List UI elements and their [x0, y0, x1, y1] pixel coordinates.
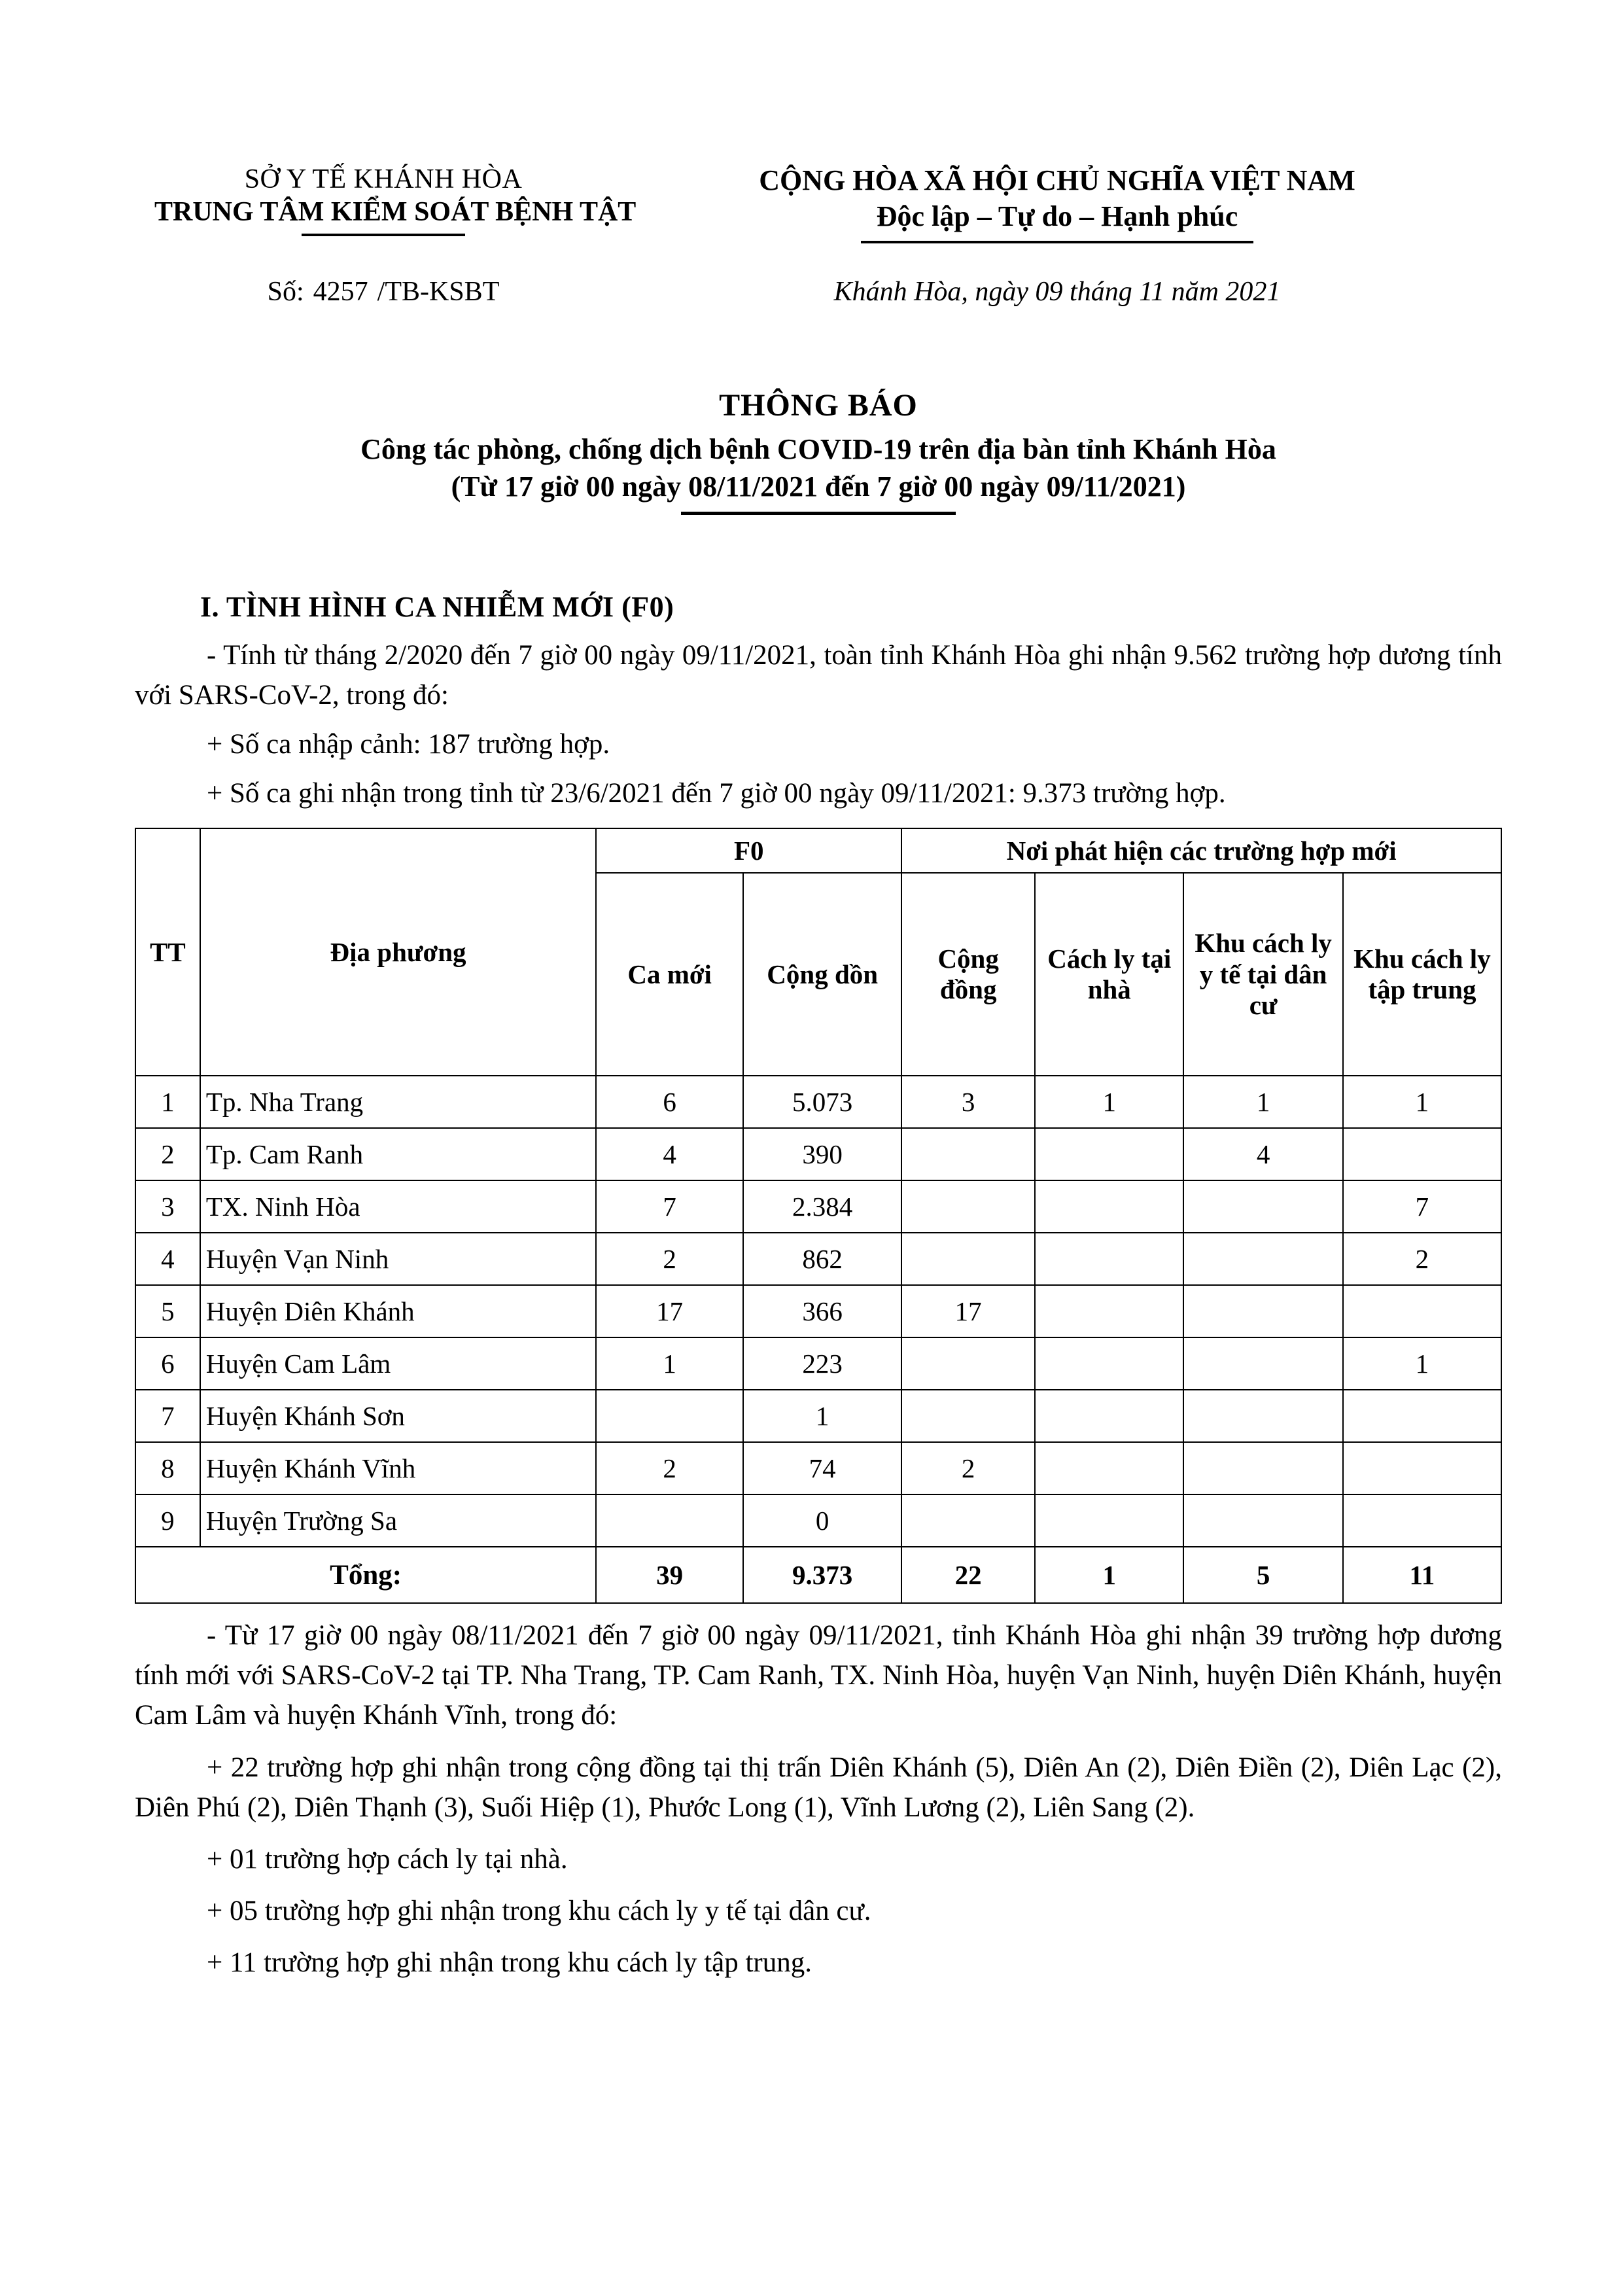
row-residential-medical: [1183, 1442, 1342, 1494]
row-concentrated: [1343, 1285, 1501, 1337]
paragraph-total-cases: - Tính từ tháng 2/2020 đến 7 giờ 00 ngày 09/11/2021, toàn tỉnh Khánh Hòa ghi nhận 9.562 trường hợp dương tính với SARS-CoV-2, trong đó:: [135, 640, 1502, 711]
row-index: 5: [135, 1285, 200, 1337]
row-community: 17: [901, 1285, 1035, 1337]
row-locality: Huyện Cam Lâm: [200, 1337, 596, 1390]
row-cumulative: 223: [743, 1337, 901, 1390]
row-locality: Huyện Trường Sa: [200, 1494, 596, 1547]
national-motto: Độc lập – Tự do – Hạnh phúc: [876, 200, 1238, 232]
row-cumulative: 5.073: [743, 1076, 901, 1128]
country-name: CỘNG HÒA XÃ HỘI CHỦ NGHĨA VIỆT NAM: [759, 164, 1355, 196]
paragraph-entry-cases: + Số ca nhập cảnh: 187 trường hợp.: [207, 729, 610, 760]
row-cumulative: 2.384: [743, 1180, 901, 1233]
column-header-tt: TT: [135, 828, 200, 1076]
row-new-cases: [596, 1390, 743, 1442]
row-community: [901, 1128, 1035, 1180]
issuing-organization: [135, 164, 637, 236]
row-concentrated: [1343, 1128, 1501, 1180]
row-residential-medical: [1183, 1180, 1342, 1233]
column-group-header-f0: F0: [596, 828, 901, 873]
total-community: 22: [901, 1547, 1035, 1603]
bullet-community-cases: + 22 trường hợp ghi nhận trong cộng đồng tại thị trấn Diên Khánh (5), Diên An (2), Diên Điền (2), Diên Lạc (2), Diên Phú (2), Diên Thạnh (3), Suối Hiệp (1), Phước Long (1), Vĩnh Lương (2), Liên Sang (2).: [135, 1752, 1502, 1823]
row-community: [901, 1233, 1035, 1285]
row-locality: Tp. Nha Trang: [200, 1076, 596, 1128]
row-home-quarantine: [1035, 1233, 1183, 1285]
row-index: 7: [135, 1390, 200, 1442]
row-concentrated: [1343, 1442, 1501, 1494]
total-cumulative: 9.373: [743, 1547, 901, 1603]
row-cumulative: 0: [743, 1494, 901, 1547]
row-concentrated: 7: [1343, 1180, 1501, 1233]
row-locality: Tp. Cam Ranh: [200, 1128, 596, 1180]
row-community: [901, 1337, 1035, 1390]
row-concentrated: [1343, 1494, 1501, 1547]
column-group-header-detection-place: Nơi phát hiện các trường hợp mới: [901, 828, 1501, 873]
document-number-value: 4257: [313, 276, 368, 307]
national-heading-divider: [861, 241, 1253, 243]
document-header: [135, 164, 1502, 243]
row-community: 3: [901, 1076, 1035, 1128]
row-residential-medical: [1183, 1494, 1342, 1547]
national-heading: [612, 164, 1502, 243]
table-header-group-row: [135, 828, 1501, 873]
row-community: [901, 1180, 1035, 1233]
total-home-quarantine: 1: [1035, 1547, 1183, 1603]
row-locality: TX. Ninh Hòa: [200, 1180, 596, 1233]
row-residential-medical: [1183, 1285, 1342, 1337]
row-cumulative: 74: [743, 1442, 901, 1494]
document-number-row: [135, 276, 1502, 308]
table-row: [135, 1390, 1501, 1442]
table-row: [135, 1233, 1501, 1285]
row-new-cases: 6: [596, 1076, 743, 1128]
row-community: [901, 1390, 1035, 1442]
row-new-cases: 7: [596, 1180, 743, 1233]
row-index: 8: [135, 1442, 200, 1494]
row-concentrated: [1343, 1390, 1501, 1442]
title-divider: [681, 512, 956, 515]
bullet-home-quarantine-cases: + 01 trường hợp cách ly tại nhà.: [207, 1843, 568, 1875]
center-name: TRUNG TÂM KIỂM SOÁT BỆNH TẬT: [154, 196, 637, 227]
bullet-concentrated-quarantine-cases: + 11 trường hợp ghi nhận trong khu cách ly tập trung.: [207, 1947, 812, 1978]
row-new-cases: 2: [596, 1442, 743, 1494]
row-new-cases: 1: [596, 1337, 743, 1390]
row-home-quarantine: [1035, 1128, 1183, 1180]
document-number-prefix: Số:: [267, 276, 304, 307]
table-row: [135, 1180, 1501, 1233]
row-community: [901, 1494, 1035, 1547]
table-row: [135, 1076, 1501, 1128]
row-new-cases: 17: [596, 1285, 743, 1337]
row-concentrated: 1: [1343, 1076, 1501, 1128]
column-header-locality: Địa phương: [200, 828, 596, 1076]
table-total-row: [135, 1547, 1501, 1603]
table-footer: [135, 1547, 1501, 1603]
row-home-quarantine: [1035, 1180, 1183, 1233]
title-block: [135, 386, 1502, 515]
row-cumulative: 366: [743, 1285, 901, 1337]
row-home-quarantine: [1035, 1494, 1183, 1547]
row-home-quarantine: [1035, 1285, 1183, 1337]
row-index: 4: [135, 1233, 200, 1285]
row-new-cases: 4: [596, 1128, 743, 1180]
table-row: [135, 1285, 1501, 1337]
row-home-quarantine: 1: [1035, 1076, 1183, 1128]
row-residential-medical: 1: [1183, 1076, 1342, 1128]
row-new-cases: [596, 1494, 743, 1547]
department-name: SỞ Y TẾ KHÁNH HÒA: [244, 164, 523, 194]
total-label: Tổng:: [135, 1547, 596, 1603]
document-number-suffix: /TB-KSBT: [377, 276, 500, 307]
document-number: [135, 276, 612, 308]
row-residential-medical: [1183, 1390, 1342, 1442]
row-index: 2: [135, 1128, 200, 1180]
page-title: THÔNG BÁO: [719, 387, 918, 423]
row-index: 3: [135, 1180, 200, 1233]
row-residential-medical: [1183, 1337, 1342, 1390]
row-index: 1: [135, 1076, 200, 1128]
row-locality: Huyện Khánh Sơn: [200, 1390, 596, 1442]
column-header-concentrated-quarantine: Khu cách ly tập trung: [1343, 873, 1501, 1076]
covid-cases-table: [135, 828, 1502, 1604]
paragraph-in-province-cases: + Số ca ghi nhận trong tỉnh từ 23/6/2021 đến 7 giờ 00 ngày 09/11/2021: 9.373 trường hợp.: [207, 778, 1226, 809]
column-header-home-quarantine: Cách ly tại nhà: [1035, 873, 1183, 1076]
total-new-cases: 39: [596, 1547, 743, 1603]
place-and-date: Khánh Hòa, ngày 09 tháng 11 năm 2021: [833, 276, 1281, 307]
bullet-residential-medical-cases: + 05 trường hợp ghi nhận trong khu cách ly y tế tại dân cư.: [207, 1895, 871, 1926]
row-cumulative: 1: [743, 1390, 901, 1442]
row-residential-medical: [1183, 1233, 1342, 1285]
row-residential-medical: 4: [1183, 1128, 1342, 1180]
row-index: 9: [135, 1494, 200, 1547]
row-new-cases: 2: [596, 1233, 743, 1285]
row-locality: Huyện Vạn Ninh: [200, 1233, 596, 1285]
section-heading-1: I. TÌNH HÌNH CA NHIỄM MỚI (F0): [200, 591, 674, 624]
column-header-cumulative: Cộng dồn: [743, 873, 901, 1076]
table-row: [135, 1128, 1501, 1180]
document-content: [135, 0, 1502, 1983]
row-locality: Huyện Khánh Vĩnh: [200, 1442, 596, 1494]
title-subtitle-line1: Công tác phòng, chống dịch bệnh COVID-19 trên địa bàn tỉnh Khánh Hòa: [360, 433, 1276, 465]
row-home-quarantine: [1035, 1390, 1183, 1442]
table-row: [135, 1337, 1501, 1390]
row-cumulative: 862: [743, 1233, 901, 1285]
title-subtitle-line2: (Từ 17 giờ 00 ngày 08/11/2021 đến 7 giờ 00 ngày 09/11/2021): [451, 470, 1186, 503]
row-index: 6: [135, 1337, 200, 1390]
paragraph-new-cases-summary: - Từ 17 giờ 00 ngày 08/11/2021 đến 7 giờ 00 ngày 09/11/2021, tỉnh Khánh Hòa ghi nhận 39 trường hợp dương tính mới với SARS-CoV-2 tại TP. Nha Trang, TP. Cam Ranh, TX. Ninh Hòa, huyện Vạn Ninh, huyện Diên Khánh, huyện Cam Lâm và huyện Khánh Vĩnh, trong đó:: [135, 1620, 1502, 1731]
total-concentrated: 11: [1343, 1547, 1501, 1603]
row-home-quarantine: [1035, 1442, 1183, 1494]
total-residential-medical: 5: [1183, 1547, 1342, 1603]
table-row: [135, 1494, 1501, 1547]
row-cumulative: 390: [743, 1128, 901, 1180]
table-body: [135, 1076, 1501, 1547]
row-home-quarantine: [1035, 1337, 1183, 1390]
organization-divider: [302, 234, 465, 236]
table-row: [135, 1442, 1501, 1494]
row-locality: Huyện Diên Khánh: [200, 1285, 596, 1337]
row-concentrated: 2: [1343, 1233, 1501, 1285]
column-header-new-cases: Ca mới: [596, 873, 743, 1076]
row-community: 2: [901, 1442, 1035, 1494]
column-header-residential-medical-quarantine: Khu cách ly y tế tại dân cư: [1183, 873, 1342, 1076]
column-header-community: Cộng đồng: [901, 873, 1035, 1076]
row-concentrated: 1: [1343, 1337, 1501, 1390]
